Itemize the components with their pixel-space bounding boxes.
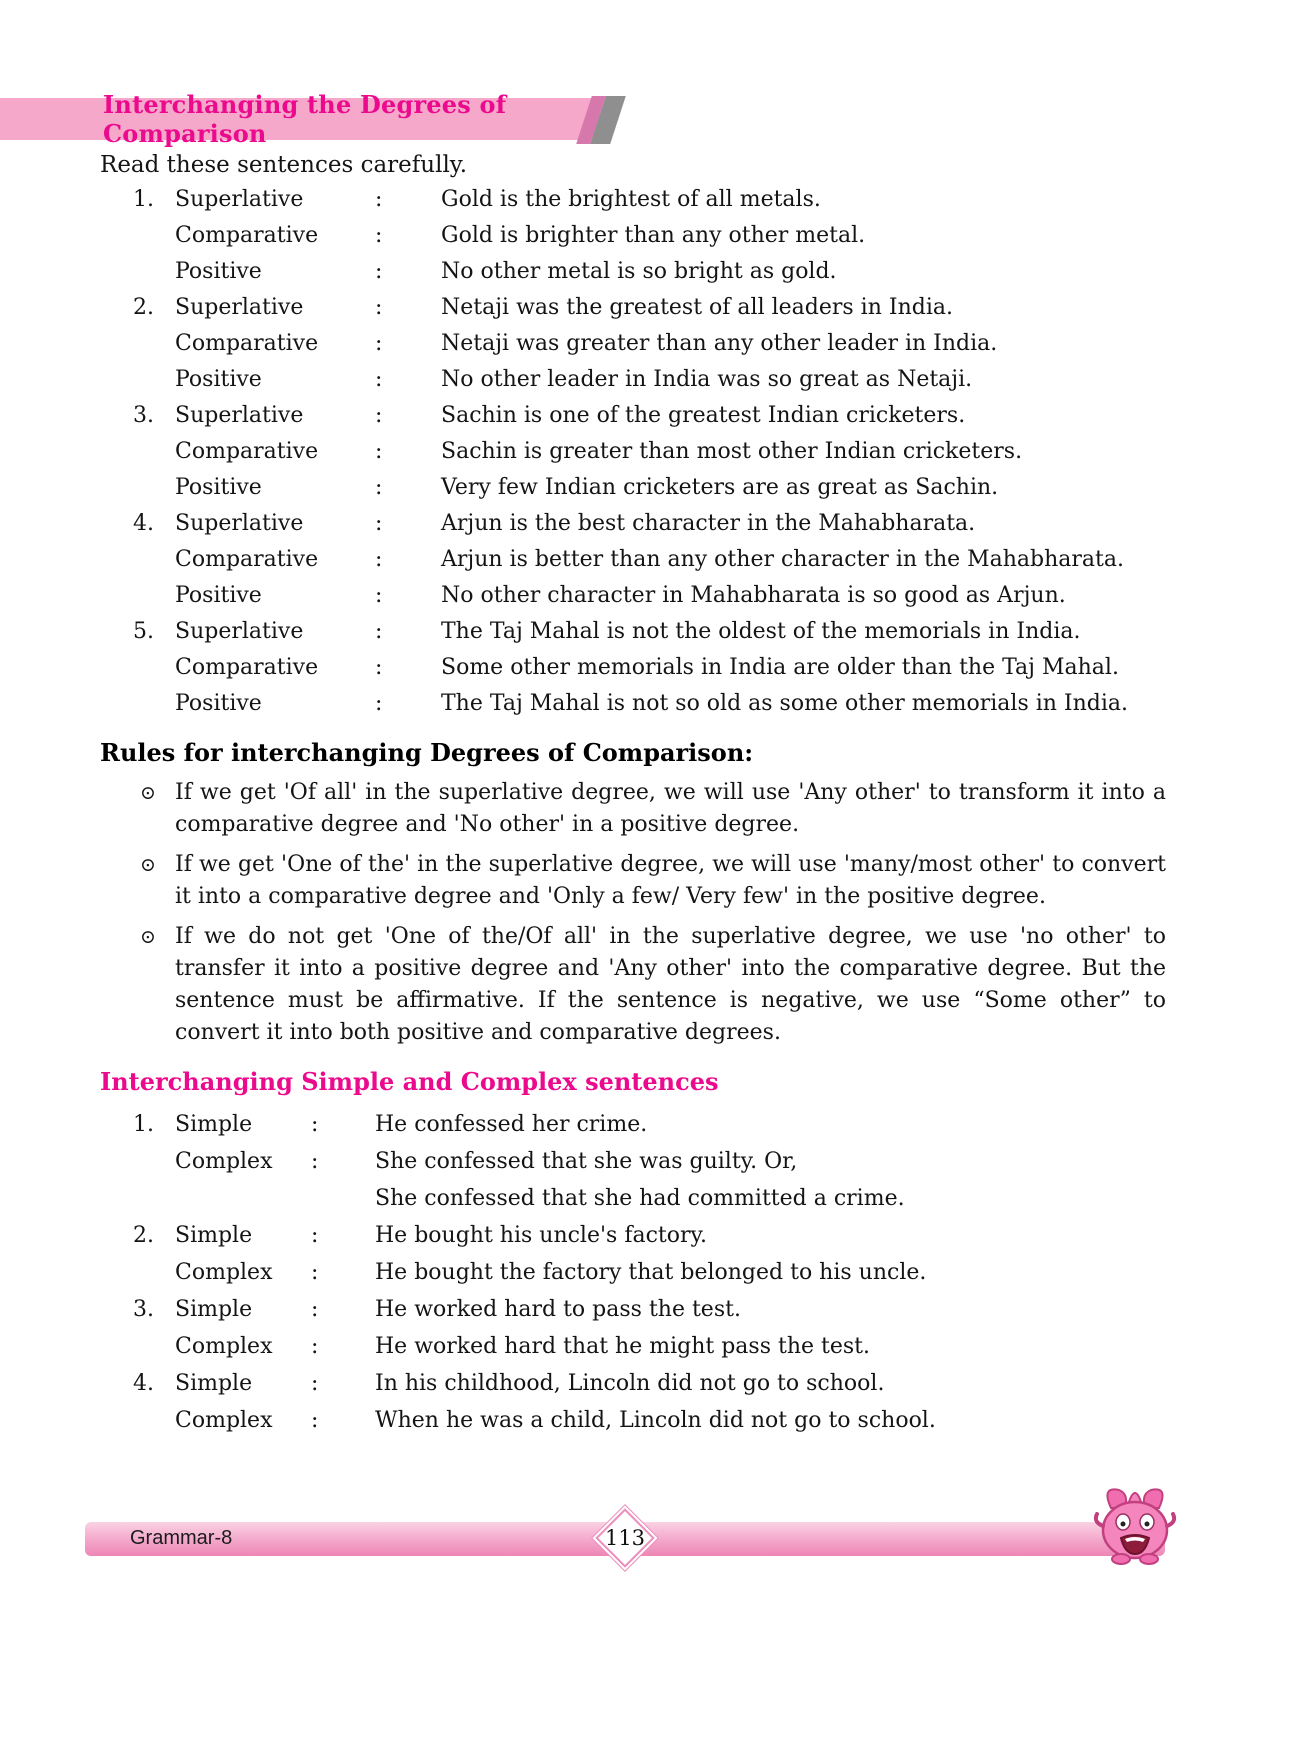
separator-colon: : [311,1112,319,1137]
example-sentence: Very few Indian cricketers are as great as Sachin. [441,475,999,500]
rules-list [100,777,1166,1049]
item-number: 4. [133,1371,154,1396]
simple-complex-row [133,1180,1166,1217]
degree-label: Superlative [175,187,304,212]
degree-example-row [133,614,1166,650]
item-number: 4. [133,511,154,536]
degree-label: Superlative [175,295,304,320]
example-sentence: The Taj Mahal is not the oldest of the memorials in India. [441,619,1081,644]
degree-example-row [133,362,1166,398]
rule-item [100,777,1166,841]
separator-colon: : [375,403,383,428]
degree-example-row [133,218,1166,254]
item-number: 3. [133,403,154,428]
example-sentence: He bought the factory that belonged to his uncle. [375,1260,927,1285]
example-sentence: Gold is the brightest of all metals. [441,187,821,212]
rule-item [100,849,1166,913]
simple-complex-row [133,1402,1166,1439]
degree-example-row [133,326,1166,362]
degree-example-row [133,686,1166,722]
degree-label: Comparative [175,655,319,680]
separator-colon: : [375,367,383,392]
example-sentence: No other leader in India was so great as Netaji. [441,367,973,392]
bullet-icon: ⊙ [140,854,156,876]
item-number [133,1402,175,1439]
example-sentence: Sachin is greater than most other Indian cricketers. [441,439,1023,464]
degree-example-row [133,398,1166,434]
item-number: 3. [133,1297,154,1322]
separator-colon: : [375,223,383,248]
item-number: 1. [133,1112,154,1137]
item-number [133,1143,175,1180]
example-sentence: No other character in Mahabharata is so good as Arjun. [441,583,1066,608]
item-number [133,1180,175,1217]
separator-colon: : [311,1408,319,1433]
item-number [133,362,175,398]
rule-text: If we do not get 'One of the/Of all' in the superlative degree, we use 'no other' to transfer it into a positive degree and 'Any other' into the comparative degree. But the sentence must be affirmative. If the sentence is negative, we use “Some other” to convert it into both positive and comparative degrees. [175,924,1166,1045]
degree-example-row [133,290,1166,326]
rules-heading: Rules for interchanging Degrees of Comparison: [100,738,754,767]
separator-colon: : [375,331,383,356]
page-content [0,152,1296,1439]
degree-label: Comparative [175,439,319,464]
item-number: 2. [133,1223,154,1248]
degree-label: Superlative [175,403,304,428]
item-number [133,470,175,506]
degree-example-row [133,578,1166,614]
item-number: 1. [133,187,154,212]
item-number: 5. [133,619,154,644]
degree-label: Comparative [175,547,319,572]
degree-label: Positive [175,475,262,500]
example-sentence: Arjun is better than any other character in the Mahabharata. [441,547,1124,572]
footer-book-label: Grammar-8 [130,1527,233,1549]
intro-text: Read these sentences carefully. [100,152,468,178]
rule-text: If we get 'Of all' in the superlative degree, we will use 'Any other' to transform it into a comparative degree and 'No other' in a positive degree. [175,780,1166,837]
item-number [133,434,175,470]
degree-example-row [133,506,1166,542]
example-sentence: He worked hard to pass the test. [375,1297,741,1322]
item-number [133,542,175,578]
degree-label: Simple [175,1223,253,1248]
example-sentence: Netaji was the greatest of all leaders in India. [441,295,953,320]
item-number [133,686,175,722]
item-number [133,254,175,290]
item-number [133,1254,175,1291]
rule-text: If we get 'One of the' in the superlative degree, we will use 'many/most other' to convert it into a comparative degree and 'Only a few/ Very few' in the positive degree. [175,852,1166,909]
degree-example-row [133,650,1166,686]
simple-complex-row [133,1254,1166,1291]
degree-label: Superlative [175,511,304,536]
separator-colon: : [375,295,383,320]
example-sentence: She confessed that she had committed a crime. [375,1186,905,1211]
degree-examples-list [133,182,1166,722]
separator-colon: : [375,439,383,464]
degree-example-row [133,470,1166,506]
simple-complex-row [133,1143,1166,1180]
example-sentence: Some other memorials in India are older than the Taj Mahal. [441,655,1119,680]
simple-complex-list [133,1106,1166,1439]
separator-colon: : [375,475,383,500]
example-sentence: He confessed her crime. [375,1112,648,1137]
example-sentence: Arjun is the best character in the Mahabharata. [441,511,976,536]
bullet-icon: ⊙ [140,926,156,948]
item-number [133,1328,175,1365]
separator-colon: : [311,1223,319,1248]
item-number: 2. [133,295,154,320]
example-sentence: When he was a child, Lincoln did not go to school. [375,1408,936,1433]
item-number [133,650,175,686]
example-sentence: Gold is brighter than any other metal. [441,223,866,248]
degree-label: Simple [175,1112,253,1137]
degree-label: Superlative [175,619,304,644]
rule-item [100,921,1166,1049]
simple-complex-row [133,1291,1166,1328]
degree-label [175,1180,311,1217]
degree-label: Simple [175,1297,253,1322]
separator-colon: : [375,691,383,716]
page-number: 113 [604,1526,646,1550]
simple-complex-row [133,1328,1166,1365]
degree-label: Positive [175,583,262,608]
bullet-icon: ⊙ [140,782,156,804]
page-number-diamond [599,1512,651,1564]
simple-complex-row [133,1217,1166,1254]
degree-label: Complex [175,1149,273,1174]
degree-label: Positive [175,367,262,392]
example-sentence: The Taj Mahal is not so old as some other memorials in India. [441,691,1129,716]
separator-colon: : [375,187,383,212]
degree-example-row [133,434,1166,470]
page-title: Interchanging the Degrees of Comparison [103,90,507,148]
degree-example-row [133,254,1166,290]
example-sentence: In his childhood, Lincoln did not go to school. [375,1371,885,1396]
section-header-banner [0,90,600,148]
separator-colon: : [311,1149,319,1174]
example-sentence: He worked hard that he might pass the test. [375,1334,870,1359]
degree-label: Complex [175,1334,273,1359]
degree-label: Simple [175,1371,253,1396]
degree-example-row [133,542,1166,578]
degree-example-row [133,182,1166,218]
example-sentence: Sachin is one of the greatest Indian cricketers. [441,403,966,428]
separator-colon: : [311,1334,319,1359]
separator-colon: : [311,1371,319,1396]
degree-label: Comparative [175,223,319,248]
example-sentence: Netaji was greater than any other leader in India. [441,331,998,356]
separator-colon: : [375,547,383,572]
degree-label: Positive [175,691,262,716]
item-number [133,578,175,614]
separator-colon: : [375,259,383,284]
degree-label: Complex [175,1408,273,1433]
separator-colon: : [375,583,383,608]
simple-complex-row [133,1106,1166,1143]
separator-colon: : [375,619,383,644]
item-number [133,326,175,362]
example-sentence: He bought his uncle's factory. [375,1223,707,1248]
footer-bar [85,1522,1165,1556]
separator-colon: : [311,1260,319,1285]
separator-colon: : [311,1297,319,1322]
example-sentence: No other metal is so bright as gold. [441,259,837,284]
mascot-illustration [1089,1482,1181,1566]
separator-colon [311,1180,375,1217]
separator-colon: : [375,511,383,536]
degree-label: Complex [175,1260,273,1285]
item-number [133,218,175,254]
example-sentence: She confessed that she was guilty. Or, [375,1149,798,1174]
degree-label: Comparative [175,331,319,356]
degree-label: Positive [175,259,262,284]
simple-complex-row [133,1365,1166,1402]
separator-colon: : [375,655,383,680]
simple-complex-heading: Interchanging Simple and Complex sentences [100,1067,719,1096]
